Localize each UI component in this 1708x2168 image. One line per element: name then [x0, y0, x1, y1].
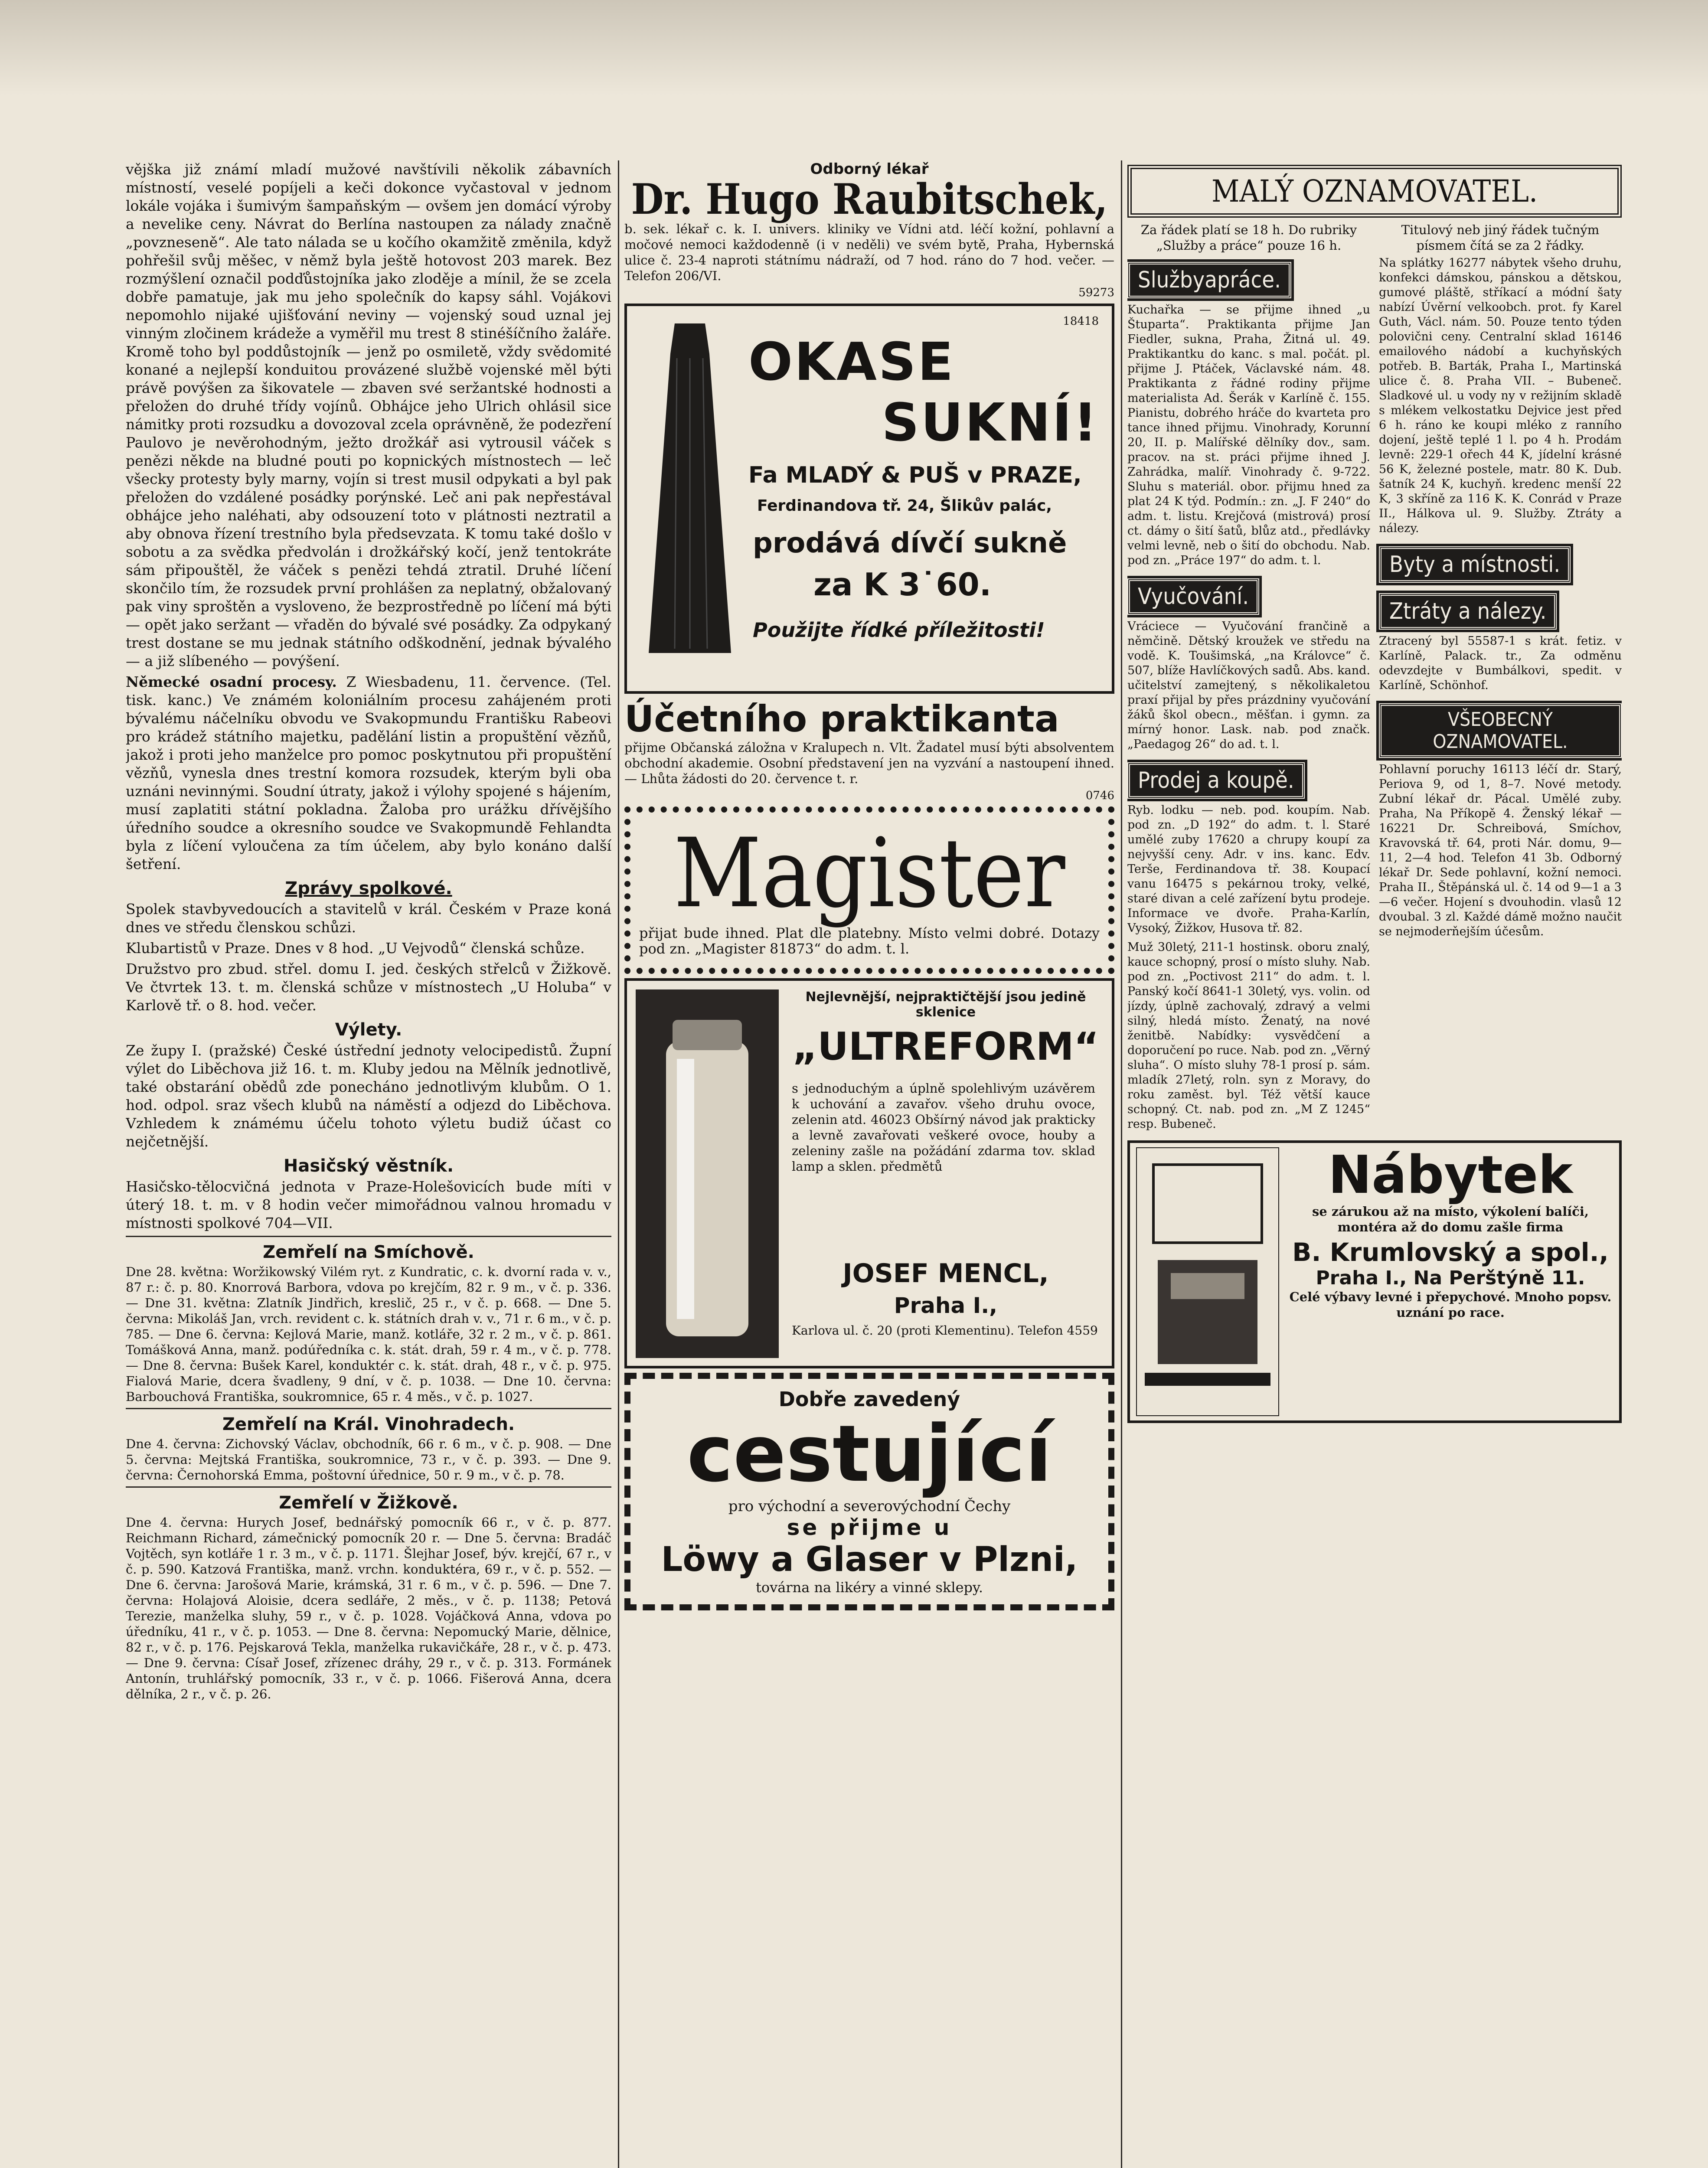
ad-skirts-slogan: Použijte řídké příležitosti!	[753, 618, 1045, 642]
trip-notice: Ze župy I. (pražské) České ústřední jednoty velocipedistů. Župní výlet do Liběchova již 16. t. m. Kluby jedou na Mělník jednotlivě, také obstarání obědů zde ponecháno jednotlivým klubům. O 1. hod. odpol. sraz všech klubů na náměstí a odjezd do Liběchova. Vzhledem k známému účelu tohoto výletu budiž účast co nejčetnější.	[126, 1042, 611, 1150]
ad-accountant-headline: Účetního praktikanta	[624, 698, 1059, 740]
section-header-flats: Byty a místnosti.	[1379, 546, 1571, 583]
classifieds-col-b	[1379, 256, 1622, 1136]
ad-accountant-text: přijme Občanská záložna v Kralupech n. Vlt. Žadatel musí býti absolventem obchodní akademie. Osobní představení jen na vyzvání a nastoupení ihned. — Lhůta žádosti do 20. července t. r.	[624, 740, 1114, 786]
ad-doctor-number: 59273	[1078, 286, 1114, 299]
installment-ads: Na splátky 16277 nábytek všeho druhu, konfekci dámskou, pánskou a dětskou, gumové pláště, stříkací a módní šaty nabízí Úvěrní velkoobch. prot. fy Karel Guth, Václ. nám. 50. Pouze tento týden polovični ceny. Centralní sklad 16146 emailového nádobí a kuchyňských potřeb. B. Barták, Praha I., Martinská ulice č. 8. Praha VII. – Bubeneč. Sladkové ul. u vody ny v režijním skladě s mlékem velkostatku Dejvice jest před 6 h. ráno ke koupi mléko z ranního dojení, ještě teplé 1 l. po 4 h. Prodám levně: 229-1 ořech 44 K, jídelní krásné 56 K, železné postele, matr. 80 K. Dub. šatník 24 K, kuchyň. kredenc menší 22 K, 3 skříně za 116 K. K. Conrád v Praze II., Hálkova ul. 9. Služby. Ztráty a nálezy.	[1379, 256, 1622, 535]
section-header-teaching: Vyučování.	[1127, 578, 1259, 615]
ad-traveller-headline: cestující	[687, 1409, 1052, 1499]
ad-magister-headline: Magister	[673, 818, 1065, 929]
classifieds-columns	[1127, 256, 1622, 1136]
jar-illustration-icon	[636, 989, 779, 1358]
ad-traveller-firm: Löwy a Glaser v Plzni,	[661, 1540, 1078, 1579]
ad-skirts-address: Ferdinandova tř. 24, Šlikův palác,	[757, 497, 1052, 515]
club-notice-1: Spolek stavbyvedoucích a stavitelů v král. Českém v Praze koná dnes ve středu členskou schůzi.	[126, 901, 611, 936]
ad-ultreform-text: s jednoduchým a úplně spolehlivým uzávěrem k uchování a zavařov. všeho druhu ovoce, zelenin atd. 46023 Obšírný návod jak prakticky a levně zavařovati veškeré ovoce, houby a zeleniny zašle na požádání zdarma tov. sklad lamp a sklen. předmětů	[792, 1081, 1095, 1174]
general-ads: Pohlavní poruchy 16113 léčí dr. Starý, Periova 9, od 1, 8–7. Nové metody. Zubní lékař dr. Pácal. Umělé zuby. Praha, Na Příkopě 4. Ženský lékař — 16221 Dr. Schreibová, Smíchov, Kravovská tř. 64, proti Nár. domu, 9—11, 2—4 hod. Telefon 41 3b. Odborný lékař Dr. Sede pohlavní, kožní nemoci. Praha II., Štěpánská ul. č. 14 od 9—1 a 3—6 večer. Hojení s dvouhodin. vlasů 12 dvoubal. 3 zl. Každé dámě možno naučit se nejmoderňejším účesům.	[1379, 763, 1622, 938]
ad-doctor-name: Dr. Hugo Raubitschek,	[631, 175, 1108, 224]
ad-skirts-sell: prodává dívčí sukně	[753, 527, 1067, 559]
lost-found-ads: Ztracený byl 55587-1 s krát. fetiz. v Karlíně, Palack. tr., Za odměnu odevzdejte v Bumbálkovi, spedit. v Karlíně, Schönhof.	[1379, 634, 1622, 692]
divider	[126, 1486, 611, 1488]
ad-ultreform-city: Praha I.,	[894, 1293, 998, 1318]
ad-skirts-firm: Fa MLADÝ & PUŠ v PRAZE,	[748, 462, 1082, 488]
ad-traveller	[624, 1373, 1114, 1610]
ad-skirts-headline-2: SUKNÍ!	[882, 393, 1099, 453]
deaths-smichov: Dne 28. května: Woržikowský Vilém ryt. z Kundratic, c. k. dvorní rada v. v., 87 r.: č. p. 80. Knorrová Barbora, vdova po krejčím, 82 r. 9 m., v č. p. 336. — Dne 31. května: Zlatník Jindřich, kreslič, 25 r., v č. p. 668. — Dne 5. června: Mikoláš Jan, vrch. revident c. k. státních drah v. v., 71 r. 6 m., v č. p. 785. — Dne 6. června: Kejlová Marie, manž. kotláře, 32 r. 2 m., v č. p. 861. Tomášková Anna, manž. podúředníka c. k. stát. drah, 59 r. 4 m., v č. p. 778. — Dne 8. června: Bušek Karel, konduktér c. k. stát. drah, 48 r., v č. p. 975. Fialová Marie, dcera švadleny, 9 dní, v č. p. 1038. — Dne 10. června: Barbouchová Františka, soukromnice, 65 r. 4 měs., v č. p. 1027.	[126, 1264, 611, 1404]
skirt-illustration-icon	[644, 319, 735, 657]
ad-furniture-headline: Nábytek	[1328, 1145, 1573, 1205]
article-processes-lead: Německé osadní procesy.	[126, 673, 337, 690]
club-notice-2: Klubartistů v Praze. Dnes v 8 hod. „U Vejvodů“ členská schůze.	[126, 940, 585, 957]
ad-furniture-tail: Celé výbavy levné i přepychové. Mnoho popsv. uznání po race.	[1289, 1290, 1612, 1320]
classifieds-pricing	[1127, 222, 1622, 256]
ad-ultreform-firm: JOSEF MENCL,	[843, 1258, 1049, 1289]
ad-doctor-lead: Odborný lékař	[810, 160, 929, 178]
servant-ads: Muž 30letý, 211-1 hostinsk. oboru znalý, kauce schopný, prosí o místo sluhy. Nab. pod zn. „Poctivost 211“ do adm. t. l. Panský kočí 8641-1 30letý, vys. volin. od jízdy, úplně zachovalý, zdravý a velmi silný, hledá místo. Ženatý, na nové ženitbě. Nabídky: vysvědčení a doporučení po ruce. Nab. pod zn. „Věrný sluha“. O místo sluhy 78-1 prosí p. sám. mladík 27letý, roln. syn z Moravy, do roku zaměst. byl. Též větší kauce schopný. Ct. nab. pod zn. „M Z 1245“ resp. Bubeneč.	[1127, 940, 1370, 1131]
sale-ads: Ryb. lodku — neb. pod. koupím. Nab. pod zn. „D 192“ do adm. t. l. Staré umělé zuby 17620 a chrupy koupí za nejvyšší ceny. Adr. v ins. kanc. Edv. Terše, Ferdinandova tř. 38. Koupací vanu 16475 s pekárnou troky, velké, staré divan a celé zařízení bytu prodeje. Informace ve dvoře. Praha-Karlín, Vysoký, Žižkov, Husova tř. 82.	[1127, 803, 1370, 935]
section-heading-deaths-zizkov: Zemřelí v Žižkově.	[279, 1493, 458, 1513]
page-edge-shadow	[0, 0, 1708, 95]
deaths-vinohrady: Dne 4. června: Zichovský Václav, obchodník, 66 r. 6 m., v č. p. 908. — Dne 5. června: Mejtská Františka, soukromnice, 73 r., v č. p. 393. — Dne 9. června: Černohorská Emma, poštovní úřednice, 50 r. 9 m., v č. p. 78.	[126, 1437, 611, 1482]
ad-traveller-accept: se přijme u	[787, 1515, 952, 1540]
ad-furniture	[1127, 1140, 1622, 1423]
article-processes	[126, 673, 611, 873]
pricing-right: Titulový neb jiný řádek tučným písmem čítá se za 2 řádky.	[1401, 222, 1600, 253]
ad-ultreform	[624, 978, 1114, 1368]
ad-skirts-number: 18418	[1063, 315, 1099, 328]
column-rule	[1121, 160, 1122, 2168]
section-heading-deaths-smichov: Zemřelí na Smíchově.	[263, 1242, 474, 1262]
right-column	[1127, 160, 1622, 2168]
deaths-zizkov: Dne 4. června: Hurych Josef, bednářský pomocník 66 r., v č. p. 877. Reichmann Richard, zámečnický pomocník 20 r. — Dne 5. června: Bradáč Vojtěch, syn kotláře 1 r. 3 m., v č. p. 1171. Šlejhar Josef, býv. krejčí, 67 r., v č. p. 590. Katzová Františka, manž. vrchn. konduktéra, 69 r., v č. p. 552. — Dne 6. června: Jarošová Marie, krámská, 31 r. 6 m., v č. p. 596. — Dne 7. června: Holajová Aloisie, dcera sedláře, 2 měs., v č. p. 1138; Petová Terezie, manželka sluhy, 59 r., v č. p. 1028. Vojáčková Anna, vdova po úředníku, 41 r., v č. p. 1053. — Dne 8. června: Nepomucký Marie, dělnice, 82 r., v č. p. 176. Pejskarová Tekla, manželka rukavičkáře, 28 r., v č. p. 473. — Dne 9. června: Císař Josef, zřízenec dráhy, 29 r., v č. p. 313. Formánek Antonín, truhlářský pomocník, 33 r., v č. p. 1066. Fišerová Anna, dcera dělníka, 2 r., v č. p. 26.	[126, 1515, 611, 1701]
ad-magister	[624, 806, 1114, 974]
ad-skirts	[624, 304, 1114, 694]
ad-traveller-lead: Dobře zavedený	[778, 1388, 960, 1411]
section-heading-deaths-vinohrady: Zemřelí na Král. Vinohradech.	[222, 1414, 515, 1434]
middle-column	[624, 160, 1114, 2168]
section-header-sale: Prodej a koupě.	[1127, 762, 1305, 799]
classifieds-col-a	[1127, 256, 1370, 1136]
pricing-left: Za řádek platí se 18 h. Do rubriky „Služby a práce“ pouze 16 h.	[1140, 222, 1357, 253]
club-notice-3: Družstvo pro zbud. střel. domu I. jed. českých střelců v Žižkově. Ve čtvrtek 13. t. m. členská schůze v místnostech „U Holuba“ v Karlově tř. o 8. hod. večer.	[126, 960, 611, 1014]
teaching-ads: Vráciece — Vyučování frančině a němčině. Dětský kroužek ve středu na vodě. K. Toušimská, „na Královce“ č. 507, blíže Havlíčkových sadů. Abs. kand. učitelství zamejtený, s několikaletou praxí přijal by přes prázdniny vyučování žáků škol obecn., měšťan. i gymn. za mírný honor. Lask. nab. pod značk. „Paedagog 26“ do ad. t. l.	[1127, 620, 1370, 751]
ad-doctor-text: b. sek. lékař c. k. I. univers. kliniky ve Vídni atd. léčí kožní, pohlavní a močové nemoci každodenně (i v neděli) ve svém bytě, Praha, Hybernská ulice č. 23-4 naproti státnímu nádraží, od 7 hod. ráno do 7 hod. večer. — Telefon 206/VI.	[624, 222, 1114, 283]
section-header-lost-found: Ztráty a nálezy.	[1379, 593, 1557, 630]
ad-traveller-region: pro východní a severovýchodní Čechy	[728, 1498, 1011, 1515]
ad-furniture-address: Praha I., Na Perštýně 11.	[1316, 1267, 1585, 1289]
ad-accountant-number: 0746	[1085, 789, 1114, 802]
ad-furniture-firm: B. Krumlovský a spol.,	[1292, 1237, 1609, 1267]
divider	[126, 1236, 611, 1237]
ad-skirts-headline-1: OKASE	[748, 332, 955, 392]
divider	[126, 1408, 611, 1409]
left-column	[126, 160, 611, 2168]
ad-magister-text: přijat bude ihned. Plat dle platebny. Místo velmi dobré. Dotazy pod zn. „Magister 81873“ do adm. t. l.	[639, 925, 1100, 957]
ad-furniture-body	[1288, 1147, 1613, 1416]
room-illustration-icon	[1136, 1147, 1279, 1416]
ad-ultreform-name: „ULTREFORM“	[792, 1024, 1099, 1069]
column-rule	[618, 160, 619, 2168]
section-heading-clubs: Zprávy spolkové.	[285, 878, 452, 898]
ad-accountant	[624, 698, 1114, 802]
ad-furniture-text: se zárukou až na místo, výkolení balíči, montéra až do domu zašle firma	[1312, 1204, 1589, 1234]
article-continued: vějška již známí mladí mužové navštívili několik zábavních místností, veselé popíjeli a keči dokonce vyčastoval v jednom lokále vojáka i šumivým šampaňským — ovšem jen domácí výroby a nevelike ceny. Návrat do Berlína nastoupen za nálady značně „povzneseně“. Ale tato nálada se u kočího okamžitě změnila, když pohřešil svůj měšec, v němž byla ještě hotovost 203 marek. Bez rozmýšlení označil podďůstojníka jako zloděje a mínil, že se zcela dobře pamatuje, jak mu jeho společník do kapsy sáhl. Vojákovi nepomohlo nijaké ujišťování neviny — vojenský soud uznal jej vinným zločinem krádeže a vyměřil mu trest 8 stinéšíčního žaláře. Kromě toho byl poddůstojník — jenž po osmiletě, vždy svědomité konané a nejlepší konduitou provázené službě vojenské měl býti právě povýšen za šikovatele — zbaven své seržantské hodnosti a přeložen do druhé třídy vojínů. Obhájce jeho Ulrich ohlásil sice námitky proti rozsudku a dovozoval zcela oprávněně, že podezření Paulovo je nevěrohodným, ježto drožkář asi vytrousil váček s penězi někde na bludné pouti po kopnických místnostech — leč všecky protesty byly marny, vojín si trest musil odpykati a byl pak přeložen do vzdálené posádky porýnské. Leč ani pak nepřestával obhájce jeho naléhati, aby odsouzení toto v plátnosti neztratil a aby obnova řízení trestního byla předsevzata. K tomu také došlo v sobotu a za svědka předvolán i drožkářský kočí, jenž tentokráte sám připouštěl, že váček s penězi tehdá ztratil. Druhé líčení skončilo tím, že rozsudek první prohlášen za neplatný, obžalovaný pak viny sproštěn a vysloveno, že bezprostředně po líčení má býti — opět jako seržant — vřaděn do bývalé své posádky. Za odpykaný trest dostane se mu jednak státního odškodnění, jednak bývalého — a již slíbeného — povýšení.	[126, 161, 611, 669]
ad-doctor	[624, 160, 1114, 299]
ad-ultreform-lead: Nejlevnější, nejpraktičtější jsou jedině sklenice	[805, 989, 1086, 1020]
section-heading-trips: Výlety.	[335, 1020, 402, 1040]
firefighters-notice: Hasičsko-tělocvičná jednota v Praze-Holešovicích bude míti v úterý 18. t. m. v 8 hodin večer mimořádnou valnou hromadu v místnosti spolkové 704—VII.	[126, 1178, 611, 1231]
classifieds-title: MALÝ OZNAMOVATEL.	[1127, 165, 1622, 218]
services-ads: Kuchařka — se přijme ihned „u Štuparta“. Praktikanta přijme Jan Fiedler, sukna, Praha, Žitná ul. 49. Praktikantku do kanc. s mal. počát. pl. přijme J. Ptáček, Václavské nám. 48. Praktikanta z řádné rodiny přijme materialista Ad. Šerák v Karlíně č. 155. Pianistu, dobrého hráče do kvarteta pro tance ihned přijmu. Vinohrady, Korunní 20, II. p. Malířské dělníky dov., sam. pracov. na st. práci přijme ihned J. Zahrádka, malíř. Vinohrady č. 9-722. Sluhu s materiál. obor. přijmu hned za plat 24 K týd. Podmín.: zn. „J. F 240“ do adm. t. listu. Krejčová (mistrová) prosí ct. dámy o šití šatů, blůz atd., předlávky velmi levně, neb o šití do obchodu. Nab. pod zn. „Práce 197“ do adm. t. l.	[1127, 303, 1370, 567]
ad-skirts-price: za K 3˙60.	[813, 566, 992, 603]
section-header-services: Službyapráce.	[1127, 262, 1291, 298]
ad-traveller-tail: továrna na likéry a vinné sklepy.	[756, 1579, 983, 1596]
section-heading-firefighters: Hasičský věstník.	[283, 1156, 454, 1176]
section-header-general: VŠEOBECNÝ OZNAMOVATEL.	[1379, 703, 1622, 758]
article-processes-body: Z Wiesbadenu, 11. července. (Tel. tisk. kanc.) Ve známém koloniálním procesu zahájeném proti bývalému náčelníku obvodu ve Svakopmundu Františku Rabeovi pro krádež státního majetku, padělání listin a propuštění vězňů, jakož i proti jeho manželce pro pomoc poskytnutou při propuštění vězňů, vynesla dnes trestní komora rozsudek, kterým byli oba uznáni nevinnými. Soudní útraty, jakož i výlohy spojené s hájením, musí zaplatiti státní pokladna. Žaloba pro urážku dřívějšího úředního soudce a okresního soudce ve Svakopmundě Fehlandta byla z líčení vyloučena za tím účelem, aby bylo konáno další šetření.	[126, 673, 611, 872]
ad-ultreform-address: Karlova ul. č. 20 (proti Klementinu). Telefon 4559	[792, 1323, 1098, 1338]
